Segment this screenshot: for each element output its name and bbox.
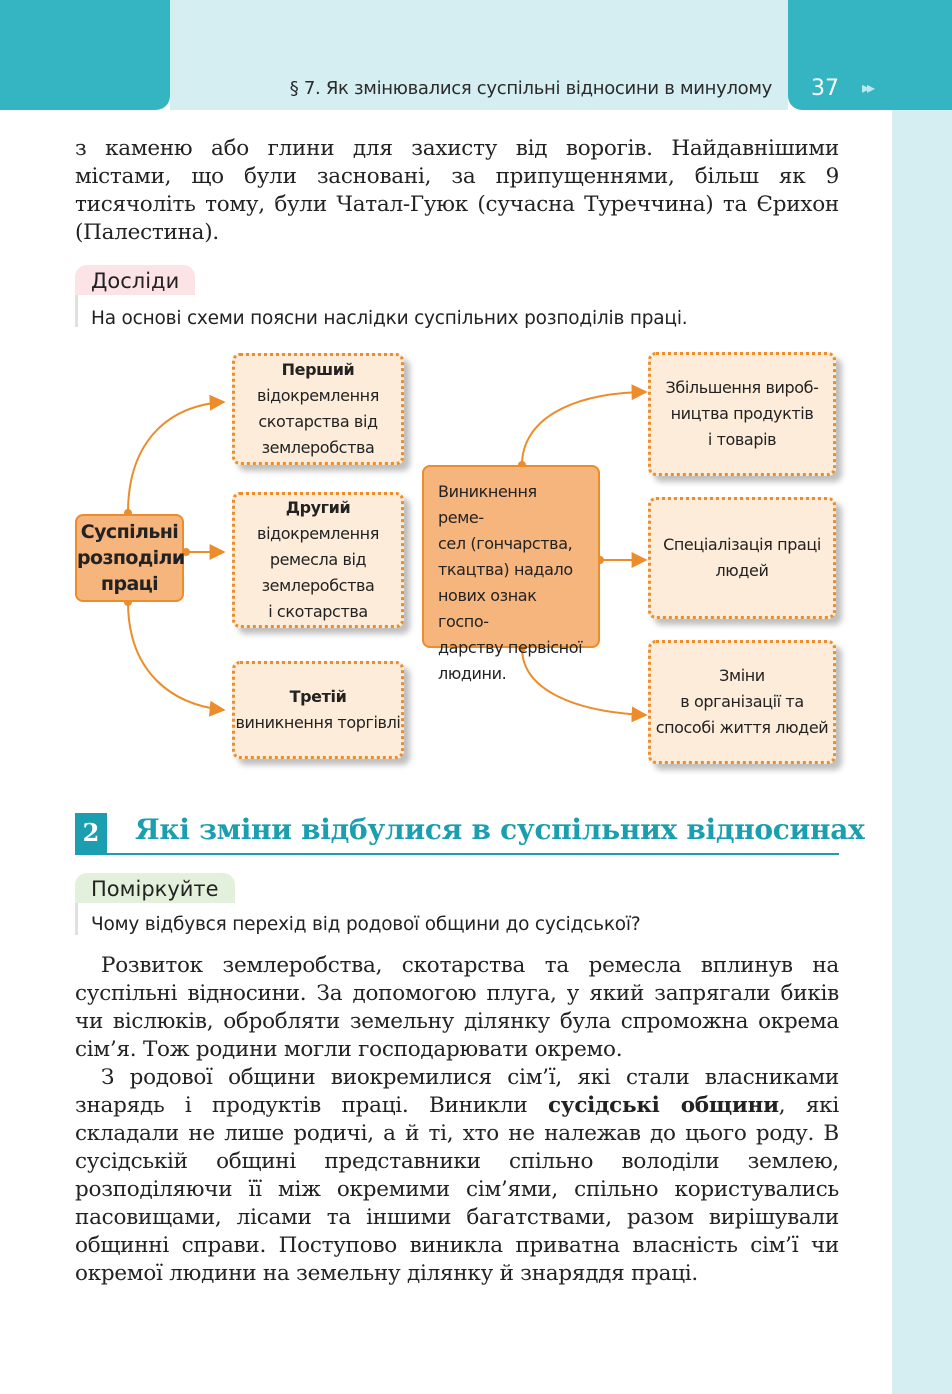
crafts-center-node: Виникнення реме- сел (гончарства, ткацтва) надало нових ознак госпо- дарству первісної людини. (422, 465, 600, 648)
result-production-node: Збільшення вироб- ництва продуктів і товарів (648, 352, 836, 476)
page-number: 37 (811, 76, 839, 101)
arrow-to-result1 (522, 392, 646, 465)
think-text: Чому відбувся перехід від родової общини до сусідської? (91, 914, 641, 935)
explore-text: На основі схеми поясни наслідки суспільних розподілів праці. (91, 308, 688, 329)
running-header: § 7. Як змінювалися суспільні відносини в минулому (289, 78, 772, 99)
think-rule (75, 903, 78, 935)
arrow-to-first (128, 402, 224, 513)
result-lifestyle-node: Зміни в організації та способі життя людей (648, 640, 836, 764)
section-title: Які зміни відбулися в суспільних відносинах (135, 813, 865, 846)
think-label: Поміркуйте (75, 873, 235, 903)
first-division-node: Перший відокремлення скотарства від землеробства (232, 353, 404, 465)
arrow-to-third (128, 602, 224, 710)
section-rule (75, 853, 839, 855)
third-division-node: Третій виникнення торгівлі (232, 661, 404, 759)
second-division-node: Другий відокремлення ремесла від землеробства і скотарства (232, 492, 404, 628)
body-paragraph-3: З родової общини виокремилися сім’ї, які стали власниками знарядь і продуктів праці. Виникли сусідські общини, які складали не лише родичі, а й ті, хто не належав до цього роду. В сусідській общині представники спільно володіли землею, розподіляючи її між окремими сім’ями, спільно користувались пасовищами, лісами та іншими багатствами, разом вирішували общинні справи. Поступово виникла приватна власність сім’ї чи окремої людини на земельну ділянку й знаряддя праці. (75, 1065, 840, 1286)
main-node: Суспільні розподіли праці (75, 514, 184, 602)
body-paragraph-1: з каменю або глини для захисту від ворогів. Найдавнішими містами, що були засновані, за припущеннями, більш як 9 тисячоліть тому, були Чатал-Гуюк (сучасна Туреччина) та Єрихон (Палестина). (75, 136, 839, 245)
next-page-arrows-icon[interactable]: ▸▸ (862, 78, 873, 97)
explore-label: Досліди (75, 265, 195, 295)
body-paragraph-2: Розвиток землеробства, скотарства та ремесла вплинув на суспільні відносини. За допомогою плуга, у який запрягали биків чи віслюків, обробляти земельну ділянку була спроможна окрема сім’я. Тож родини могли господарювати окремо. (75, 953, 839, 1062)
section-number: 2 (75, 813, 107, 853)
result-specialization-node: Спеціалізація праці людей (648, 497, 836, 619)
term-neighbour-communities: сусідські общини (547, 1093, 779, 1118)
